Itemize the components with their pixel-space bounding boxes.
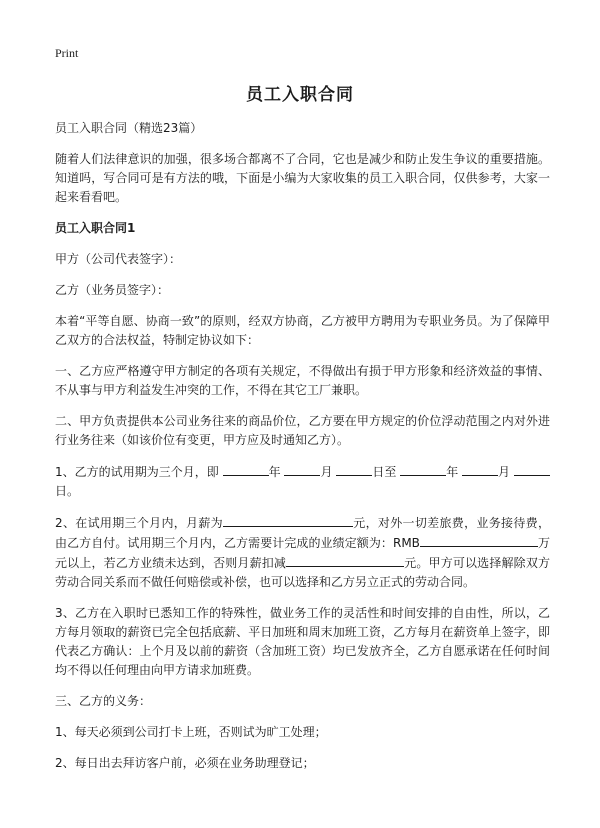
start-month-blank: [284, 462, 320, 476]
clause-2-paragraph: 二、甲方负责提供本公司业务往来的商品价位，乙方要在甲方规定的价位浮动范围之内对外进行业务往来（如该价位有变更，甲方应及时通知乙方）。: [55, 414, 550, 447]
end-year-label: 年: [446, 465, 459, 479]
duty-1: 1、每天必须到公司打卡上班，否则试为旷工处理；: [55, 725, 327, 739]
trial-period-paragraph: [55, 462, 550, 501]
trial-text-start: 1、乙方的试用期为三个月，即: [55, 465, 219, 479]
monthly-salary-blank: [223, 513, 353, 527]
clause-1-paragraph: 一、乙方应严格遵守甲方制定的各项有关规定，不得做出有损于甲方形象和经济效益的事情、不从事与甲方利益发生冲突的工作，不得在其它工厂兼职。: [55, 364, 550, 397]
document-title: 员工入职合同: [246, 85, 354, 105]
year-label: 年: [268, 465, 281, 479]
salary-paragraph: [55, 513, 550, 592]
section-heading: 员工入职合同1: [55, 221, 136, 235]
salary-text-4: 元。甲方可以选择解除双方劳动合同关系而不做任何赔偿或补偿，也可以选择和乙方另立正式的劳动合同。: [55, 556, 550, 589]
duties-heading: 三、乙方的义务：: [55, 694, 152, 708]
end-month-blank: [462, 462, 498, 476]
end-day-blank: [514, 462, 550, 476]
start-year-blank: [223, 462, 269, 476]
preamble-paragraph: 本着“平等自愿、协商一致”的原则，经双方协商，乙方被甲方聘用为专职业务员。为了保障甲乙双方的合法权益，特制定协议如下：: [55, 314, 550, 347]
salary-text-1: 2、在试用期三个月内，月薪为: [55, 516, 223, 530]
day-to-label: 日至: [372, 465, 397, 479]
document-body: [55, 119, 550, 785]
clause-3-paragraph: 3、乙方在入职时已悉知工作的特殊性，做业务工作的灵活性和时间安排的自由性，所以，乙方每月领取的薪资已完全包括底薪、平日加班和周末加班工资，乙方每月在薪资单上签字，即代表乙方确认：上个月及以前的薪资（含加班工资）均已发放齐全，乙方自愿承诺在任何时间均不得以任何理由向甲方请求加班费。: [55, 606, 550, 677]
month-label: 月: [320, 465, 333, 479]
salary-text-3: 万元以上，若乙方业绩未达到，否则月薪扣减: [55, 536, 550, 570]
print-link[interactable]: Print: [55, 46, 79, 60]
deduction-amount-blank: [286, 553, 404, 567]
document-subtitle: 员工入职合同（精选23篇）: [55, 121, 203, 135]
salary-text-2: 元，对外一切差旅费，业务接待费，由乙方自付。试用期三个月内，乙方需要计完成的业绩定额为：RMB: [55, 516, 550, 550]
end-year-blank: [400, 462, 446, 476]
intro-paragraph: 随着人们法律意识的加强，很多场合都离不了合同，它也是减少和防止发生争议的重要措施。知道吗，写合同可是有方法的哦，下面是小编为大家收集的员工入职合同，仅供参考，大家一起来看看吧。: [55, 152, 550, 204]
end-day-label: 日。: [55, 484, 80, 498]
target-amount-blank: [420, 533, 538, 547]
party-b-line: 乙方（业务员签字）：: [55, 283, 170, 297]
party-a-line: 甲方（公司代表签字）：: [55, 252, 182, 266]
duty-2: 2、每日出去拜访客户前，必须在业务助理登记；: [55, 756, 315, 770]
end-month-label: 月: [498, 465, 511, 479]
start-day-blank: [336, 462, 372, 476]
